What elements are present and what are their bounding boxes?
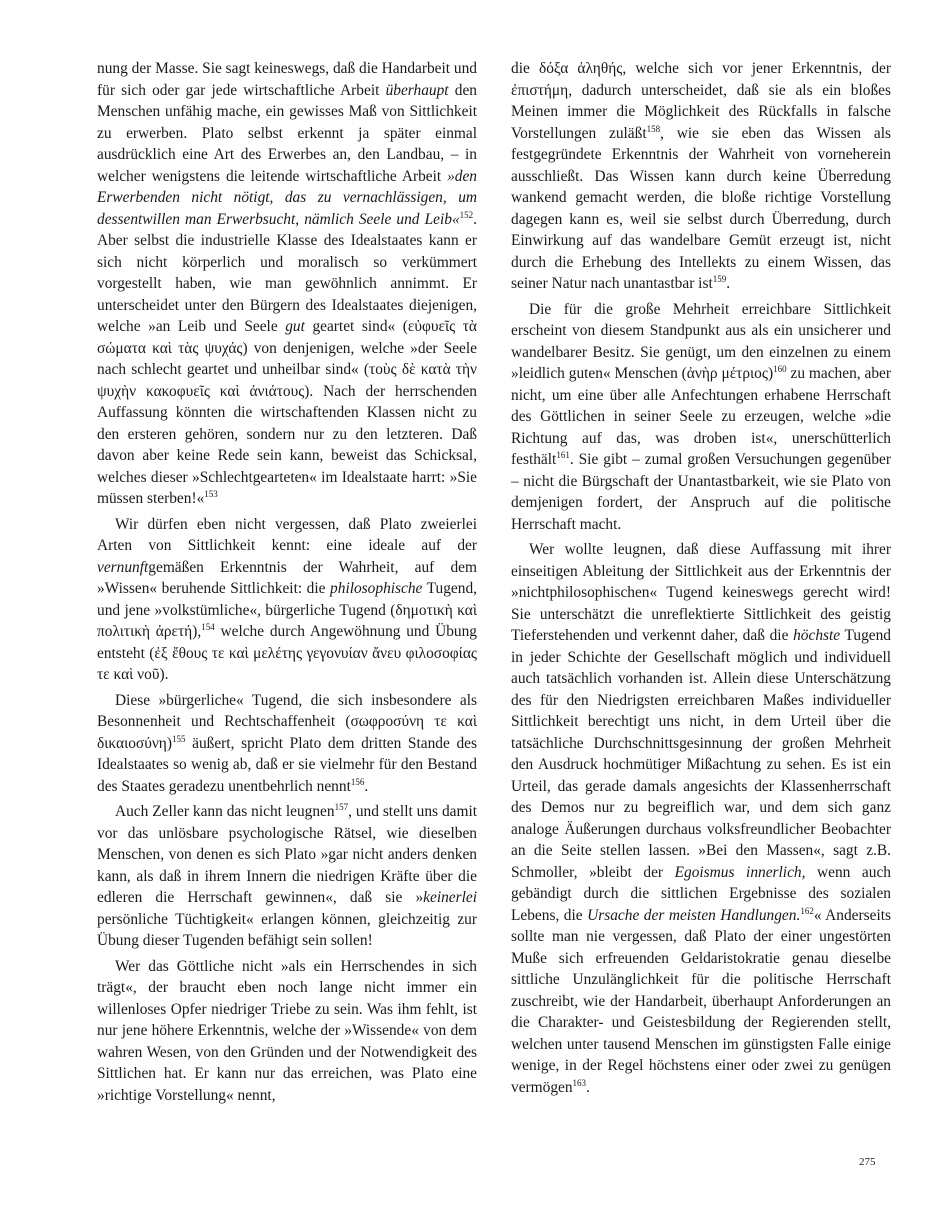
emphasis-text: philosophische — [330, 580, 423, 597]
text-run: den Menschen unfähig mache, ein gewisses Maß von Sittlichkeit zu erwerben. Plato selbst erkennt ja später einmal ausdrücklich eine Art des Erwerbes an, den Landbau, – in welcher wenigstens die leitende wirtschaftliche Arbeit — [97, 81, 477, 185]
text-run: geartet sind« (εὐφυεῖς τὰ σώματα καὶ τὰς ψυχάς) von denjenigen, welche »der Seele nach schlecht geartet und unheilbar sind« (τοὺς δὲ κατὰ τὴν ψυχὴν κακοφυεῖς καὶ ἀνιάτους). Nach der herrschenden Auffassung könnten die wirtschaftenden Klassen nicht zu den ersteren gehören, sondern nur zu den letzteren. Daß davon aber keine Rede sein kann, beweist das Schicksal, welches dieser »Schlechtgearteten« im Idealstaate harrt: »Sie müssen sterben!« — [97, 318, 477, 507]
emphasis-text: keinerlei — [423, 889, 477, 906]
text-run: . Sie gibt – zumal großen Versuchungen gegenüber – nicht die Bürgschaft der Unantastbarkeit, wie sie Plato von demjenigen fordert, der Anspruch auf die politische Herrschaft macht. — [511, 451, 891, 533]
text-run: . — [726, 275, 731, 292]
text-run: Die für die große Mehrheit erreichbare Sittlichkeit erscheint von diesem Standpunkt aus als ein unsicherer und wandelbarer Besitz. Sie genügt, um den einzelnen zu einem »leidlich guten« Menschen (ἀνὴρ μέτριος) — [511, 300, 891, 382]
text-run: Auch Zeller kann das nicht leugnen — [115, 803, 335, 820]
emphasis-text: gut — [285, 318, 305, 335]
text-run: . Aber selbst die industrielle Klasse des Idealstaates kann er sich nicht körperlich und moralisch so verkümmert vorgestellt haben, wie man gewöhnlich annimmt. Er unterscheidet unter den Bürgern des Idealstaates diejenigen, welche »an Leib und Seele — [97, 210, 477, 335]
text-run: die δόξα ἀληθής, welche sich vor jener Erkenntnis, der ἐπιστήμη, dadurch unterscheidet, daß sie als ein bloßes Meinen immer die Möglichkeit des Rückfalls in falsche Vorstellungen zuläßt — [511, 60, 891, 142]
paragraph — [511, 58, 891, 295]
text-run: zu machen, aber nicht, um eine über alle Anfechtungen erhabene Herrschaft des Göttlichen in seiner Seele zu erzeugen, welche »die Richtung auf das, was droben ist«, unerschütterlich festhält — [511, 365, 891, 468]
emphasis-text: Egoismus innerlich, — [674, 863, 806, 881]
text-run: Tugend in jeder Schichte der Gesellschaft möglich und individuell auch tatsächlich vorhanden ist. Allein diese Unterschätzung des für den Niedrigsten erreichbaren Maßes individueller Sittlichkeit berechtigt uns nicht, in dem Urteil über die tatsächliche Durchschnittsgesinnung der großen Mehrheit den Ausdruck hochmütiger Mißachtung zu sehen. Es ist ein Urteil, das gerade damals angesichts der Klassenherrschaft des Demos nur zu begreiflich war, und dem sich ganz analoge Äußerungen durchaus volksfreundlicher Beobachter an die Seite stellen lassen. »Bei den Massen«, sagt z.B. Schmoller, »bleibt der — [511, 627, 891, 881]
footnote-ref: 155 — [171, 733, 186, 744]
text-run: Wir dürfen eben nicht vergessen, daß Plato zweierlei Arten von Sittlichkeit kennt: eine ideale auf der — [97, 515, 477, 554]
paragraph — [97, 956, 477, 1107]
footnote-ref: 157 — [334, 801, 349, 812]
text-run: Wer wollte leugnen, daß diese Auffassung mit ihrer einseitigen Ableitung der Sittlichkeit aus der Erkenntnis der »nichtphilosophischen« Tugend keineswegs gerecht wird! Sie unterschätzt die unreflektierte Sittlichkeit des geistig Tieferstehenden und verkennt daher, daß die — [511, 541, 891, 644]
text-run: . — [364, 777, 369, 795]
emphasis-text: »den Erwerbenden nicht nötigt, das zu vernachlässigen, um dessentwillen man Erwerbsucht, nämlich Seele und Leib« — [97, 167, 477, 228]
text-run: Tugend, und jene »volkstümliche«, bürgerliche Tugend (δημοτικὴ καὶ πολιτικὴ ἀρετή), — [97, 580, 477, 640]
text-run: , und stellt uns damit vor das unlösbare psychologische Rätsel, wie dieselben Menschen, von denen es sich Plato »gar nicht anders denken kann, als daß in ihrem Innern die niedrigen Kräfte über die edleren die Herrschaft gewinnen«, daß sie » — [97, 803, 477, 906]
text-run: , wie sie eben das Wissen als festgegründete Erkenntnis der Wahrheit von vorneherein ausschließt. Das Wissen kann durch keine Überredung wankend gemacht werden, die bloße richtige Vorstellung dagegen kann es, weil sie selbst durch Überredung, durch Einwirkung auf das wandelbare Gemüt erzeugt ist, nicht durch die Erhebung des Intellekts zu einem Wissen, das seiner Natur nach unantastbar ist — [511, 124, 891, 292]
footnote-ref: 159 — [712, 273, 727, 284]
footnote-ref: 161 — [556, 449, 570, 460]
text-run: welche durch Angewöhnung und Übung entsteht (ἐξ ἔθους τε καὶ μελέτης γεγονυίαν ἄνευ φιλοσοφίας τε καὶ νοῦ). — [97, 623, 477, 683]
emphasis-text: höchste — [793, 627, 841, 644]
text-run: nung der Masse. Sie sagt keineswegs, daß die Handarbeit und für sich oder gar jede wirtschaftliche Arbeit — [97, 60, 477, 99]
text-run: Wer das Göttliche nicht »als ein Herrschendes in sich trägt«, der braucht eben noch lange nicht immer ein willenloses Opfer niedriger Triebe zu sein. Was ihm fehlt, ist nur jene höhere Erkenntnis, welche der »Wissende« von dem wahren Wesen, von den Gründen und der Notwendigkeit des Sittlichen hat. Er kann nur das erreichen, was Plato eine »richtige Vorstellung« nennt, — [97, 957, 477, 1104]
footnote-ref: 160 — [773, 363, 787, 374]
emphasis-text: überhaupt — [385, 81, 449, 99]
footnote-ref: 158 — [646, 123, 661, 134]
text-run: . — [586, 1078, 590, 1096]
footnote-ref: 163 — [572, 1077, 587, 1088]
text-run: Diese »bürgerliche« Tugend, die sich insbesondere als Besonnenheit und Rechtschaffenheit (σωφροσύνη τε καὶ δικαιοσύνη) — [97, 691, 477, 752]
paragraph — [97, 58, 477, 510]
footnote-ref: 154 — [201, 621, 215, 632]
paragraph — [97, 514, 477, 686]
paragraph — [511, 299, 891, 536]
footnote-ref: 152 — [459, 209, 474, 220]
text-run: wenn auch gebändigt durch die sittlichen Ergebnisse des sozialen Lebens, die — [511, 863, 891, 924]
paragraph — [97, 690, 477, 798]
paragraph — [97, 801, 477, 952]
footnote-ref: 162 — [800, 905, 814, 916]
footnote-ref: 153 — [204, 488, 218, 499]
page-number: 275 — [859, 1156, 876, 1168]
text-run: persönliche Tüchtigkeit« erlangen können, gleichzeitig zur Übung dieser Tugenden befähigt sein sollen! — [97, 910, 477, 949]
right-column — [511, 58, 891, 1102]
text-run: äußert, spricht Plato dem dritten Stande des Idealstaates so wenig ab, daß er sie vielmehr für den Bestand des Staates geradezu unentbehrlich nennt — [97, 734, 477, 795]
emphasis-text: Ursache der meisten Handlungen. — [587, 906, 801, 924]
footnote-ref: 156 — [350, 776, 365, 787]
left-column — [97, 58, 477, 1110]
text-run: gemäßen Erkenntnis der Wahrheit, auf dem »Wissen« beruhende Sittlichkeit: die — [97, 558, 477, 597]
text-run: « Anderseits sollte man nie vergessen, daß Plato der einer ungestörten Muße sich erfreuenden Geldaristokratie genau dieselbe sittliche Unzulänglichkeit für die politische Herrschaft zuschreibt, wie der Handarbeit, überhaupt Anforderungen an die Charakter- und Geistesbildung der Regierenden stellt, welchen unter tausend Menschen im günstigsten Falle einige wenige, in der Regel höchstens einer oder zwei zu genügen vermögen — [511, 906, 891, 1096]
paragraph — [511, 539, 891, 1098]
emphasis-text: vernunft — [97, 558, 149, 576]
